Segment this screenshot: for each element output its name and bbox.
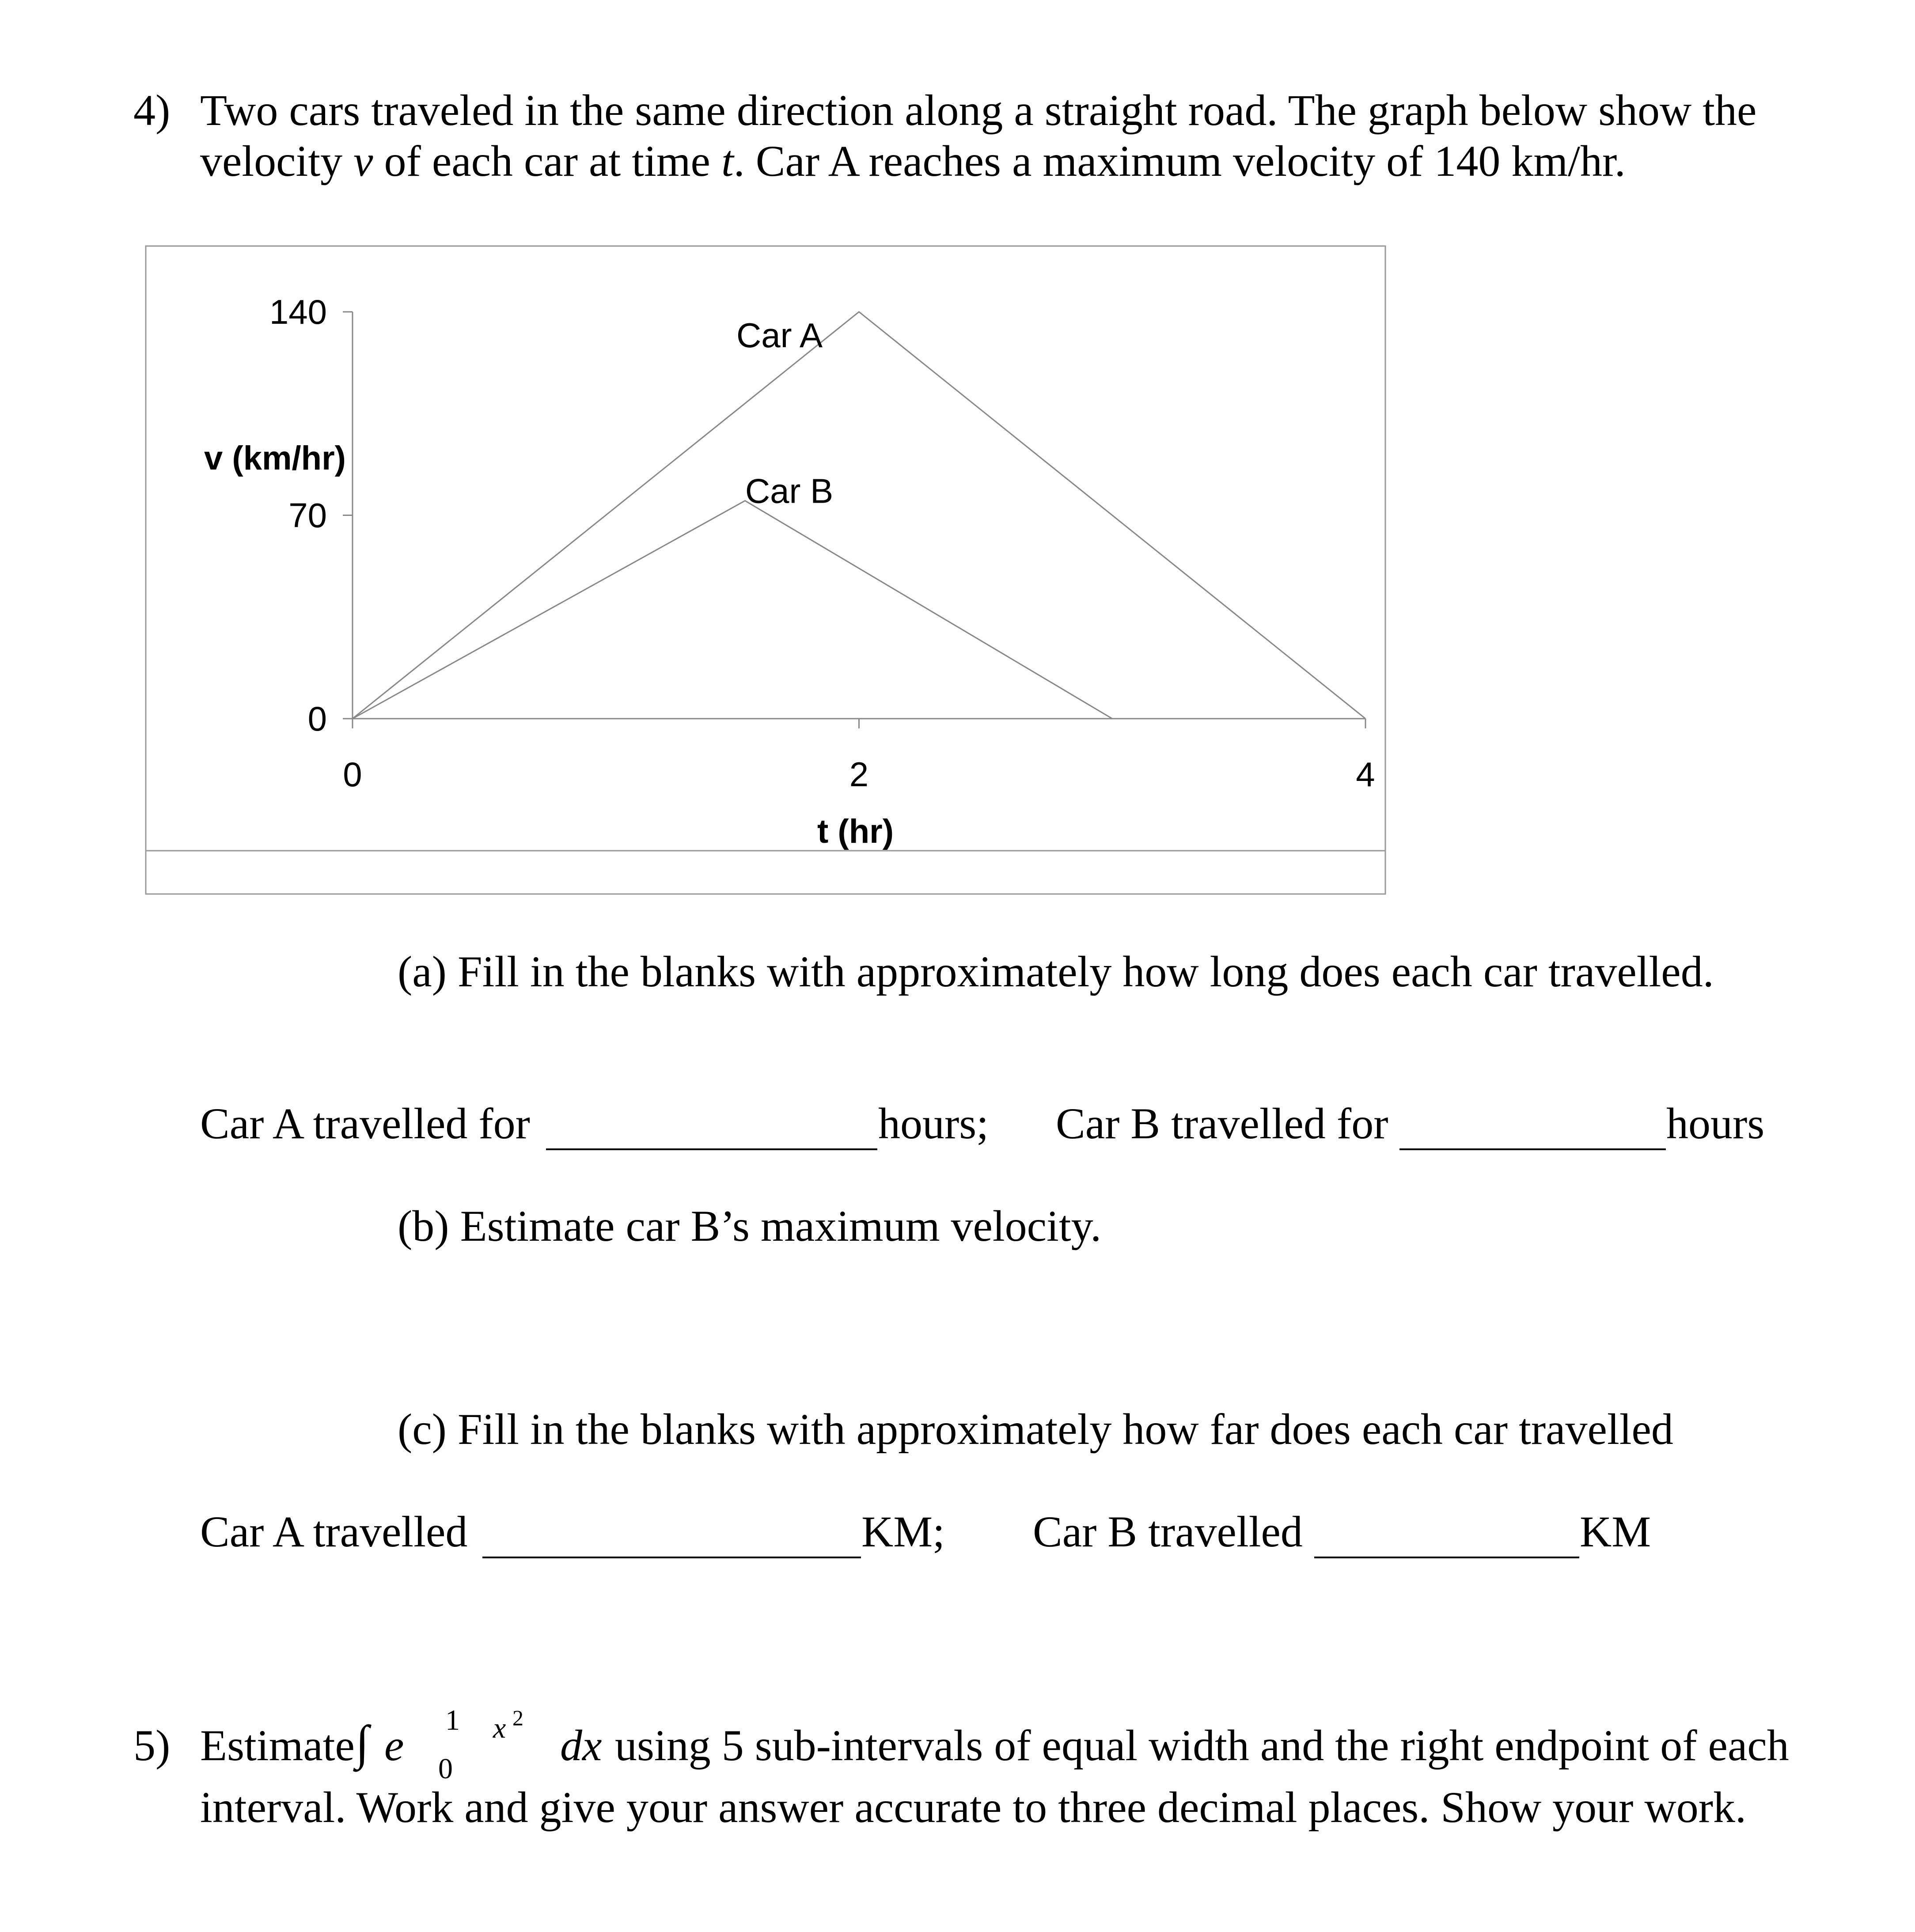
- text: . Car A reaches a maximum velocity of 140 km/hr.: [733, 136, 1626, 186]
- exponent-x: x: [493, 1712, 506, 1744]
- base-e: e: [384, 1721, 404, 1770]
- q5-number: 5): [133, 1721, 171, 1770]
- x-axis-label: t (hr): [817, 813, 894, 850]
- carA-hours-blank[interactable]: [546, 1148, 877, 1150]
- dx: dx: [560, 1721, 602, 1770]
- carB-km-blank[interactable]: [1314, 1557, 1579, 1558]
- a-carA-label: Car A travelled for: [200, 1099, 530, 1148]
- series-line-car-a: [353, 312, 1365, 719]
- c-km-unit-1: KM;: [861, 1507, 945, 1556]
- y-axis-label: v (km/hr): [204, 439, 346, 477]
- c-carB-label: Car B travelled: [1033, 1507, 1303, 1556]
- q4-number: 4): [133, 86, 171, 135]
- carA-km-blank[interactable]: [482, 1557, 861, 1558]
- x-tick-label: 0: [343, 755, 362, 794]
- q5-rest: using 5 sub-intervals of equal width and the right endpoint of each: [615, 1721, 1789, 1770]
- part-a-prompt: (a) Fill in the blanks with approximately how long does each car travelled.: [398, 947, 1714, 996]
- c-carA-label: Car A travelled: [200, 1507, 468, 1556]
- series-line-car-b: [353, 501, 1112, 719]
- a-carB-label: Car B travelled for: [1056, 1099, 1388, 1148]
- y-tick-label: 70: [288, 496, 327, 535]
- part-b-prompt: (b) Estimate car B’s maximum velocity.: [398, 1201, 1102, 1250]
- q4-line1: Two cars traveled in the same direction along a straight road. The graph below show the: [200, 86, 1757, 135]
- series-label: Car B: [745, 471, 834, 511]
- part-c-prompt: (c) Fill in the blanks with approximately how far does each car travelled: [398, 1405, 1673, 1454]
- a-hours-unit-1: hours;: [878, 1099, 989, 1148]
- q5-line2: interval. Work and give your answer accurate to three decimal places. Show your work.: [200, 1783, 1746, 1832]
- y-tick-label: 0: [307, 699, 327, 738]
- x-tick-label: 4: [1356, 755, 1375, 794]
- y-tick-label: 140: [269, 292, 327, 331]
- var-t: t: [721, 136, 734, 186]
- series-label: Car A: [736, 316, 823, 355]
- integral-sign: ∫: [356, 1716, 369, 1769]
- text: of each car at time: [373, 136, 721, 186]
- lower-limit: 0: [438, 1753, 453, 1785]
- var-v: v: [353, 136, 373, 186]
- q5-estimate: Estimate: [200, 1721, 355, 1770]
- x-tick-label: 2: [849, 755, 869, 794]
- upper-limit: 1: [445, 1704, 460, 1736]
- a-hours-unit-2: hours: [1666, 1099, 1765, 1148]
- carB-hours-blank[interactable]: [1399, 1148, 1666, 1150]
- c-km-unit-2: KM: [1580, 1507, 1651, 1556]
- text: velocity: [200, 136, 354, 186]
- exponent-power: 2: [512, 1705, 523, 1730]
